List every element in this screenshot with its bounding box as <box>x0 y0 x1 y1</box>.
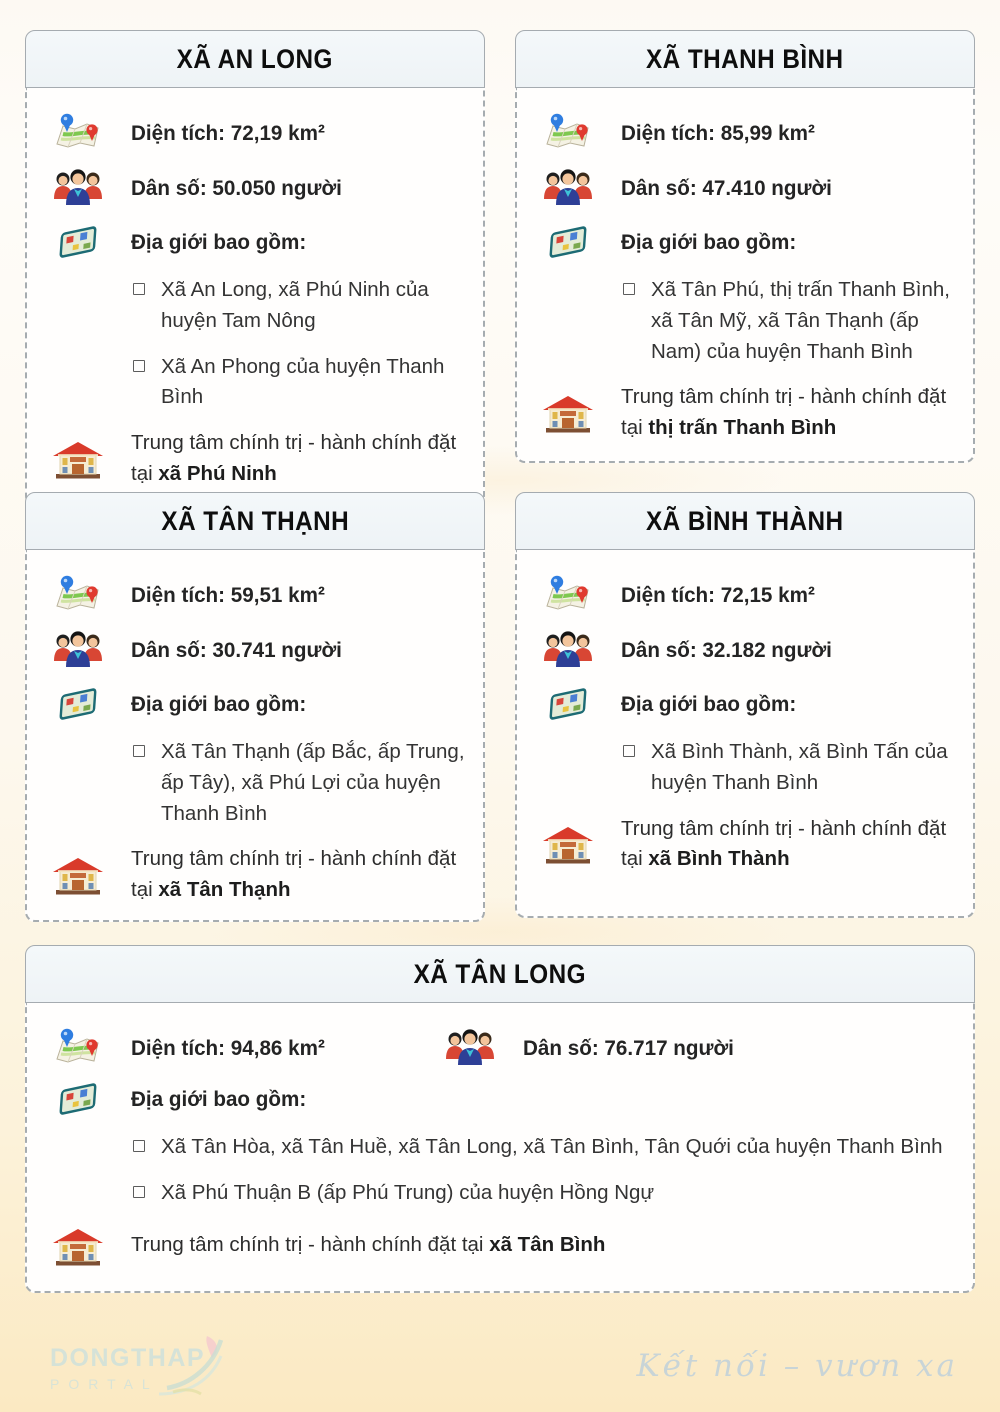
population-value: Dân số: 47.410 người <box>621 175 832 200</box>
admin-center-row <box>47 1224 955 1268</box>
area-map-icon <box>537 574 599 616</box>
bullet-square-icon <box>133 360 145 372</box>
admin-center-row <box>47 844 465 906</box>
card-title: XÃ BÌNH THÀNH <box>646 505 844 536</box>
admin-center-text: Trung tâm chính trị - hành chính đặt tại xã Tân Thạnh <box>131 847 457 901</box>
area-value: Diện tích: 85,99 km² <box>621 120 815 145</box>
admin-center-icon <box>537 391 599 435</box>
admin-center-icon <box>537 822 599 866</box>
boundary-label: Địa giới bao gồm: <box>621 691 797 716</box>
card-body <box>25 550 485 922</box>
population-row <box>537 167 955 209</box>
boundary-list <box>131 737 465 829</box>
population-value: Dân số: 76.717 người <box>523 1035 734 1060</box>
bullet-square-icon <box>133 1186 145 1198</box>
card-header <box>25 492 485 550</box>
boundary-row <box>47 684 465 724</box>
commune-card-binh-thanh <box>515 492 975 918</box>
area-value: Diện tích: 59,51 km² <box>131 582 325 607</box>
area-map-icon <box>537 112 599 154</box>
population-value: Dân số: 50.050 người <box>131 175 342 200</box>
boundary-map-icon <box>537 222 599 262</box>
boundary-label: Địa giới bao gồm: <box>131 229 307 254</box>
boundary-row <box>47 222 465 262</box>
boundary-label: Địa giới bao gồm: <box>131 691 307 716</box>
bullet-square-icon <box>133 283 145 295</box>
area-value: Diện tích: 72,15 km² <box>621 582 815 607</box>
boundary-map-icon <box>47 684 109 724</box>
boundary-label: Địa giới bao gồm: <box>131 1086 307 1111</box>
dongthap-portal-logo <box>50 1344 260 1406</box>
area-row <box>47 112 465 154</box>
boundary-map-icon <box>47 1079 109 1119</box>
list-item: Xã Tân Phú, thị trấn Thanh Bình, xã Tân Mỹ, xã Tân Thạnh (ấp Nam) của huyện Thanh Bình <box>621 275 955 367</box>
population-row <box>537 629 955 671</box>
card-title: XÃ AN LONG <box>176 43 334 74</box>
area-row <box>47 574 465 616</box>
boundary-row <box>537 222 955 262</box>
area-row <box>537 112 955 154</box>
admin-center-text: Trung tâm chính trị - hành chính đặt tại xã Bình Thành <box>621 816 947 871</box>
admin-center-row <box>537 382 955 444</box>
population-icon <box>537 167 599 209</box>
population-row <box>439 1027 743 1069</box>
admin-center-icon <box>47 1224 109 1268</box>
population-value: Dân số: 32.182 người <box>621 637 832 662</box>
list-item: Xã An Long, xã Phú Ninh của huyện Tam Nông <box>131 275 465 337</box>
card-title: XÃ TÂN LONG <box>413 958 587 989</box>
admin-center-row <box>537 814 955 876</box>
boundary-list <box>621 275 955 367</box>
population-value: Dân số: 30.741 người <box>131 637 342 662</box>
population-icon <box>47 629 109 671</box>
boundary-list <box>621 737 955 799</box>
card-body <box>25 88 485 506</box>
card-header <box>515 30 975 88</box>
card-body <box>515 88 975 463</box>
boundary-list <box>131 275 465 413</box>
card-body <box>515 550 975 918</box>
boundary-label: Địa giới bao gồm: <box>621 229 797 254</box>
card-body <box>25 1003 975 1293</box>
list-item: Xã Tân Hòa, xã Tân Huề, xã Tân Long, xã Tân Bình, Tân Quới của huyện Thanh Bình <box>131 1132 955 1163</box>
bullet-square-icon <box>623 745 635 757</box>
admin-center-row <box>47 428 465 490</box>
population-icon <box>537 629 599 671</box>
admin-center-text: Trung tâm chính trị - hành chính đặt tại xã Tân Bình <box>131 1233 606 1257</box>
area-row <box>47 1027 439 1069</box>
bullet-square-icon <box>133 745 145 757</box>
bullet-square-icon <box>623 283 635 295</box>
area-map-icon <box>47 574 109 616</box>
boundary-map-icon <box>47 222 109 262</box>
population-icon <box>47 167 109 209</box>
card-header <box>25 30 485 88</box>
stats-row <box>47 1027 955 1069</box>
admin-center-text: Trung tâm chính trị - hành chính đặt tại xã Phú Ninh <box>131 431 457 485</box>
card-header <box>25 945 975 1003</box>
list-item: Xã Tân Thạnh (ấp Bắc, ấp Trung, ấp Tây), xã Phú Lợi của huyện Thanh Bình <box>131 737 465 829</box>
card-title: XÃ THANH BÌNH <box>646 43 844 74</box>
commune-card-thanh-binh <box>515 30 975 463</box>
slogan-watermark: Kết nối – vươn xa <box>636 1348 958 1384</box>
admin-center-icon <box>47 437 109 481</box>
population-row <box>47 629 465 671</box>
commune-card-tan-thanh <box>25 492 485 918</box>
admin-center-text: Trung tâm chính trị - hành chính đặt tại thị trấn Thanh Bình <box>621 385 947 439</box>
logo-text: DONGTHAP <box>50 1344 206 1372</box>
logo-stork-swoosh-icon <box>155 1330 265 1402</box>
commune-card-an-long <box>25 30 485 485</box>
list-item: Xã An Phong của huyện Thanh Bình <box>131 352 465 414</box>
list-item: Xã Bình Thành, xã Bình Tấn của huyện Thanh Bình <box>621 737 955 799</box>
area-value: Diện tích: 94,86 km² <box>131 1035 325 1060</box>
card-header <box>515 492 975 550</box>
list-item: Xã Phú Thuận B (ấp Phú Trung) của huyện Hồng Ngự <box>131 1178 955 1209</box>
card-title: XÃ TÂN THẠNH <box>161 505 349 536</box>
admin-center-icon <box>47 853 109 897</box>
boundary-map-icon <box>537 684 599 724</box>
boundary-list <box>131 1132 955 1209</box>
area-map-icon <box>47 112 109 154</box>
population-icon <box>439 1027 501 1069</box>
area-map-icon <box>47 1027 109 1069</box>
area-value: Diện tích: 72,19 km² <box>131 120 325 145</box>
boundary-row <box>537 684 955 724</box>
commune-card-tan-long <box>25 945 975 1293</box>
bullet-square-icon <box>133 1140 145 1152</box>
population-row <box>47 167 465 209</box>
logo-subtext: PORTAL <box>50 1376 159 1392</box>
area-row <box>537 574 955 616</box>
boundary-row <box>47 1079 955 1119</box>
